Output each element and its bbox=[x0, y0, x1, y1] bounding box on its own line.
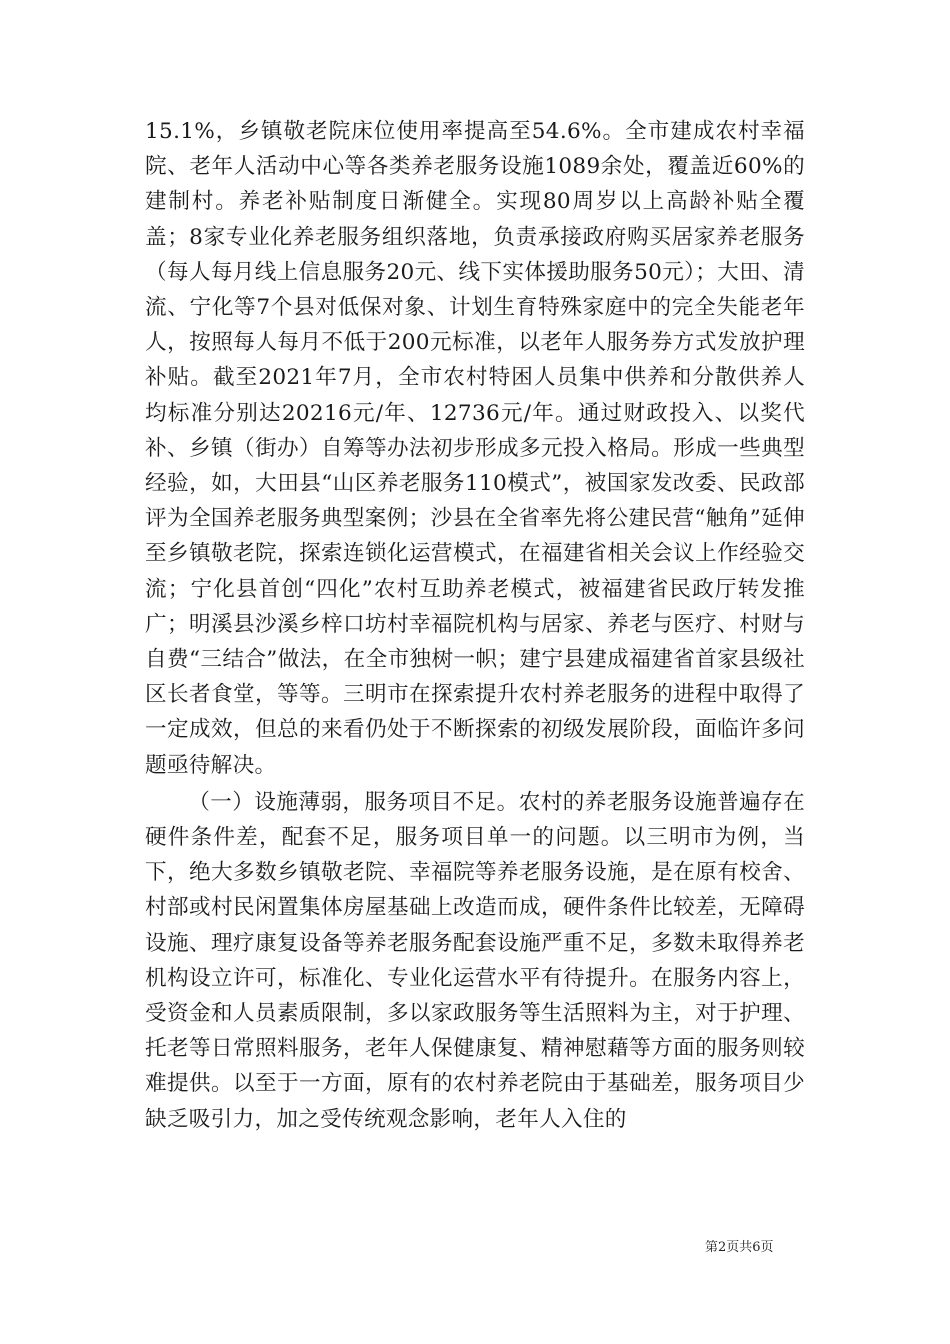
paragraph-2: （一）设施薄弱，服务项目不足。农村的养老服务设施普遍存在硬件条件差，配套不足，服务项目单一的问题。以三明市为例，当下，绝大多数乡镇敬老院、幸福院等养老服务设施，是在原有校舍、村部或村民闲置集体房屋基础上改造而成，硬件条件比较差，无障碍设施、理疗康复设备等养老服务配套设施严重不足，多数未取得养老机构设立许可，标准化、专业化运营水平有待提升。在服务内容上，受资金和人员素质限制，多以家政服务等生活照料为主，对于护理、托老等日常照料服务，老年人保健康复、精神慰藉等方面的服务则较难提供。以至于一方面，原有的农村养老院由于基础差，服务项目少缺乏吸引力，加之受传统观念影响，老年人入住的 bbox=[145, 789, 805, 1132]
page-number: 第2页共6页 bbox=[705, 1240, 774, 1255]
document-body bbox=[145, 114, 805, 1137]
paragraph-1: 15.1%，乡镇敬老院床位使用率提高至54.6%。全市建成农村幸福院、老年人活动中心等各类养老服务设施1089余处，覆盖近60%的建制村。养老补贴制度日渐健全。实现80周岁以上高龄补贴全覆盖；8家专业化养老服务组织落地，负责承接政府购买居家养老服务（每人每月线上信息服务20元、线下实体援助服务50元）；大田、清流、宁化等7个县对低保对象、计划生育特殊家庭中的完全失能老年人，按照每人每月不低于200元标准，以老年人服务券方式发放护理补贴。截至2021年7月，全市农村特困人员集中供养和分散供养人均标准分别达20216元/年、12736元/年。通过财政投入、以奖代补、乡镇（街办）自筹等办法初步形成多元投入格局。形成一些典型经验，如，大田县“山区养老服务110模式”，被国家发改委、民政部评为全国养老服务典型案例；沙县在全省率先将公建民营“触角”延伸至乡镇敬老院，探索连锁化运营模式，在福建省相关会议上作经验交流；宁化县首创“四化”农村互助养老模式，被福建省民政厅转发推广；明溪县沙溪乡梓口坊村幸福院机构与居家、养老与医疗、村财与自费“三结合”做法，在全市独树一帜；建宁县建成福建省首家县级社区长者食堂，等等。三明市在探索提升农村养老服务的进程中取得了一定成效，但总的来看仍处于不断探索的初级发展阶段，面临许多问题亟待解决。 bbox=[145, 119, 805, 778]
